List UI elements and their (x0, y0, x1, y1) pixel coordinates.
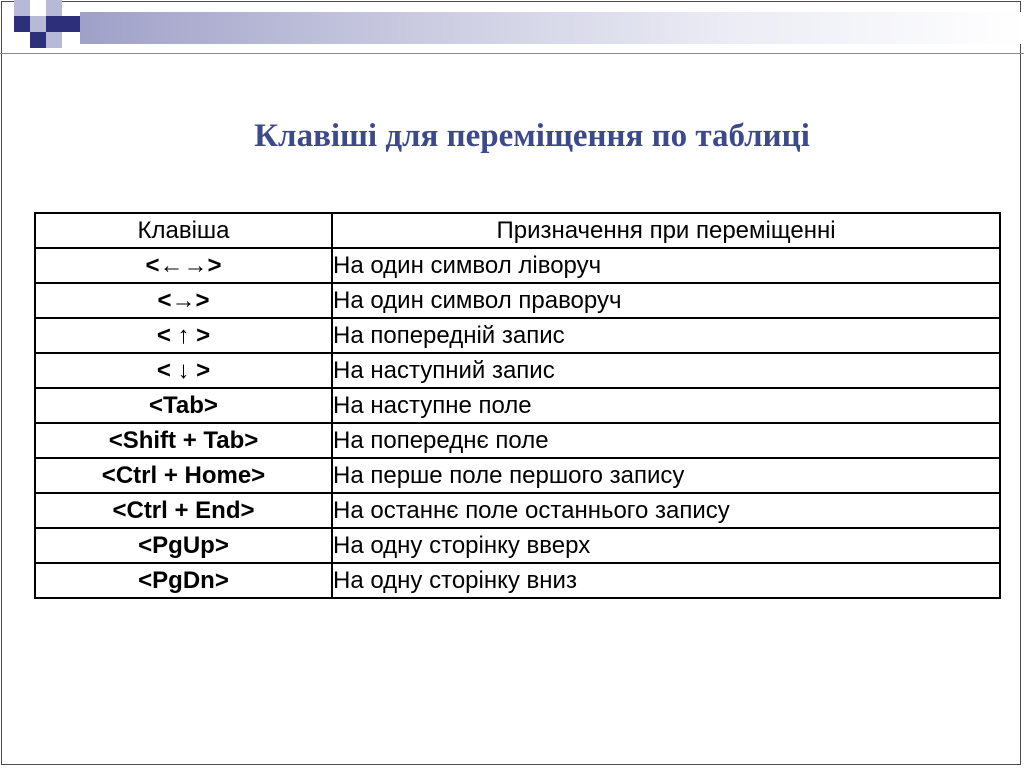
key-cell: <←→> (35, 248, 332, 283)
purpose-cell: На одну сторінку вниз (332, 563, 1000, 598)
key-cell: <Tab> (35, 388, 332, 423)
key-cell: <→> (35, 283, 332, 318)
header-band (80, 12, 1024, 44)
purpose-cell: На попередній запис (332, 318, 1000, 353)
table-header-row (35, 213, 1000, 248)
header-key: Клавіша (35, 213, 332, 248)
table-row (35, 528, 1000, 563)
key-cell: < ↓ > (35, 353, 332, 388)
purpose-cell: На перше поле першого запису (332, 458, 1000, 493)
table-row (35, 493, 1000, 528)
table-row (35, 318, 1000, 353)
purpose-cell: На одну сторінку вверх (332, 528, 1000, 563)
key-cell: <PgDn> (35, 563, 332, 598)
key-cell: <PgUp> (35, 528, 332, 563)
purpose-cell: На наступне поле (332, 388, 1000, 423)
key-cell: <Shift + Tab> (35, 423, 332, 458)
table-row (35, 458, 1000, 493)
table-row (35, 248, 1000, 283)
table-row (35, 353, 1000, 388)
purpose-cell: На останнє поле останнього запису (332, 493, 1000, 528)
purpose-cell: На один символ праворуч (332, 283, 1000, 318)
key-cell: < ↑ > (35, 318, 332, 353)
slide-title: Клавіші для переміщення по таблиці (254, 118, 810, 154)
key-cell: <Ctrl + Home> (35, 458, 332, 493)
table-row (35, 423, 1000, 458)
purpose-cell: На один символ ліворуч (332, 248, 1000, 283)
table-row (35, 563, 1000, 598)
header-purpose: Призначення при переміщенні (332, 213, 1000, 248)
key-cell: <Ctrl + End> (35, 493, 332, 528)
header-divider (0, 53, 1024, 54)
corner-decoration-icon (0, 0, 80, 60)
table-row (35, 283, 1000, 318)
purpose-cell: На попереднє поле (332, 423, 1000, 458)
table-row (35, 388, 1000, 423)
navigation-keys-table (34, 212, 1001, 599)
purpose-cell: На наступний запис (332, 353, 1000, 388)
